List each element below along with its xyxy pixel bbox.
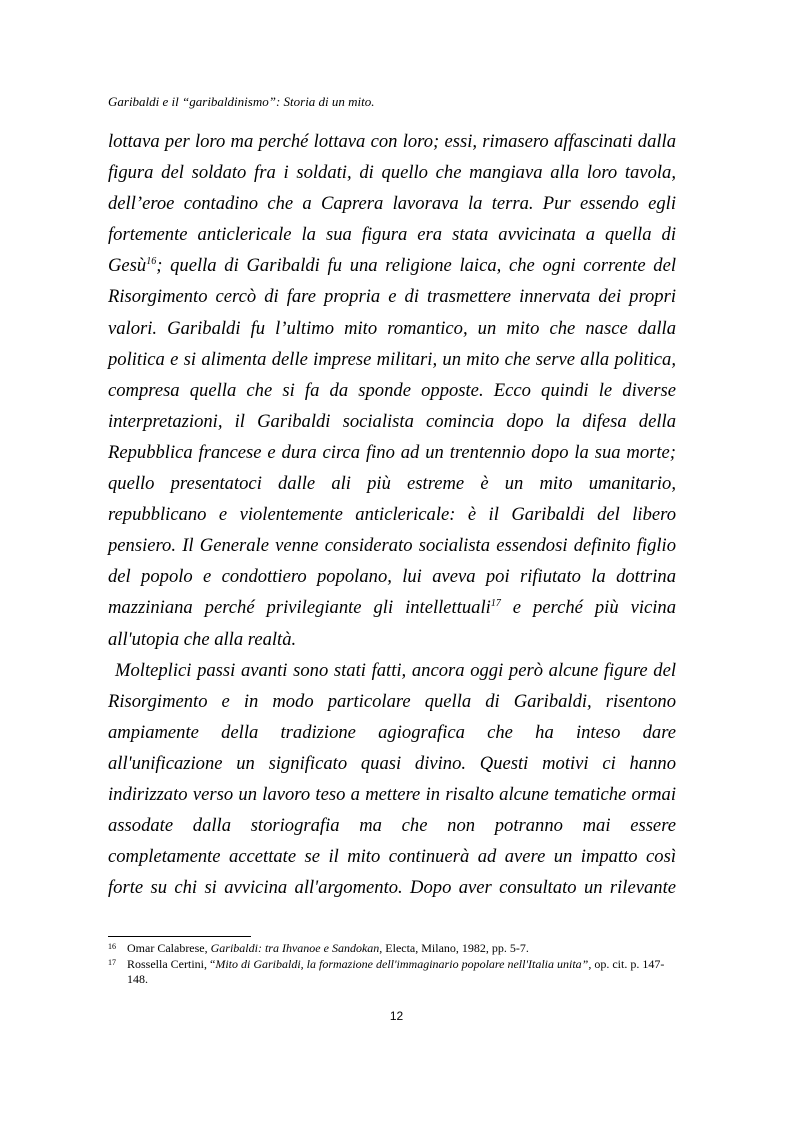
page-number: 12 (389, 1009, 404, 1023)
text-line: politica e si alimenta delle imprese militari, un mito che serve alla politica, (108, 348, 676, 370)
footnote-rest: op. cit. p. 147-148. (127, 957, 665, 986)
text-line: forte su chi si avvicina all'argomento. Dopo aver consultato un rilevante (108, 877, 676, 899)
footnotes (108, 941, 678, 988)
text-line: pensiero. Il Generale venne considerato socialista essendosi definito figlio (108, 535, 676, 557)
footnote-text (127, 941, 529, 955)
footnote-title: Garibaldi: tra Ihvanoe e Sandokan, (210, 941, 383, 955)
text-line: completamente accettate se il mito continuerà ad avere un impatto così (108, 846, 676, 868)
text-line: ampiamente della tradizione agiografica che ha inteso dare (108, 721, 676, 743)
text-line (108, 592, 676, 623)
footnote-title: Mito di Garibaldi, la formazione dell'immaginario popolare nell'Italia unita”, (215, 957, 592, 971)
text-line: del popolo e condottiero popolano, lui aveva poi rifiutato la dottrina (108, 566, 676, 588)
text-line: Risorgimento cercò di fare propria e di trasmettere innervata dei propri (108, 286, 676, 308)
running-header: Garibaldi e il “garibaldinismo”: Storia di un mito. (108, 94, 375, 109)
text-fragment: mazziniana perché privilegiante gli intellettuali (108, 597, 491, 619)
footnote-author: Rossella Certini, “ (127, 957, 216, 971)
footnote-divider (108, 936, 251, 937)
footnote-number: 17 (108, 958, 116, 967)
footnote-rest: Electa, Milano, 1982, pp. 5-7. (382, 941, 529, 955)
text-line: repubblicano e violentemente anticlericale: è il Garibaldi del libero (108, 504, 676, 526)
text-line: Repubblica francese e dura circa fino ad un trentennio dopo la sua morte; (108, 441, 676, 463)
footnote-text (127, 957, 664, 986)
footnote-ref-16: 16 (146, 256, 157, 268)
footnote-16 (108, 941, 678, 956)
footnote-ref-17: 17 (490, 598, 501, 610)
text-line: lottava per loro ma perché lottava con loro; essi, rimasero affascinati dalla (108, 131, 676, 152)
text-fragment: ; quella di Garibaldi fu una religione laica, che ogni corrente del (156, 255, 676, 277)
footnote-author: Omar Calabrese, (127, 941, 211, 955)
text-line: figura del soldato fra i soldati, di quello che mangiava alla loro tavola, (108, 162, 676, 184)
text-line: all'utopia che alla realtà. (108, 628, 297, 650)
text-line: Risorgimento e in modo particolare quella di Garibaldi, risentono (108, 690, 676, 712)
text-line: fortemente anticlericale la sua figura era stata avvicinata a quella di (108, 224, 676, 246)
text-line: quello presentatoci dalle ali più estreme è un mito umanitario, (108, 473, 676, 495)
text-fragment: Gesù (108, 255, 147, 277)
footnote-17 (108, 957, 678, 987)
text-line: interpretazioni, il Garibaldi socialista comincia dopo la difesa della (108, 410, 676, 432)
text-line: dell’eroe contadino che a Caprera lavorava la terra. Pur essendo egli (108, 193, 676, 215)
footnote-number: 16 (108, 942, 116, 951)
text-fragment: e perché più vicina (500, 597, 677, 619)
text-line: assodate dalla storiografia ma che non potranno mai essere (108, 815, 676, 837)
text-line: all'unificazione un significato quasi divino. Questi motivi ci hanno (108, 752, 676, 774)
text-line: compresa quella che si fa da sponde opposte. Ecco quindi le diverse (108, 379, 676, 401)
text-line: valori. Garibaldi fu l’ultimo mito romantico, un mito che nasce dalla (108, 317, 676, 339)
text-line: indirizzato verso un lavoro teso a mettere in risalto alcune tematiche ormai (108, 783, 676, 805)
body-text (108, 126, 676, 903)
text-line (108, 250, 676, 281)
text-line: Molteplici passi avanti sono stati fatti, ancora oggi però alcune figure del (115, 659, 676, 681)
